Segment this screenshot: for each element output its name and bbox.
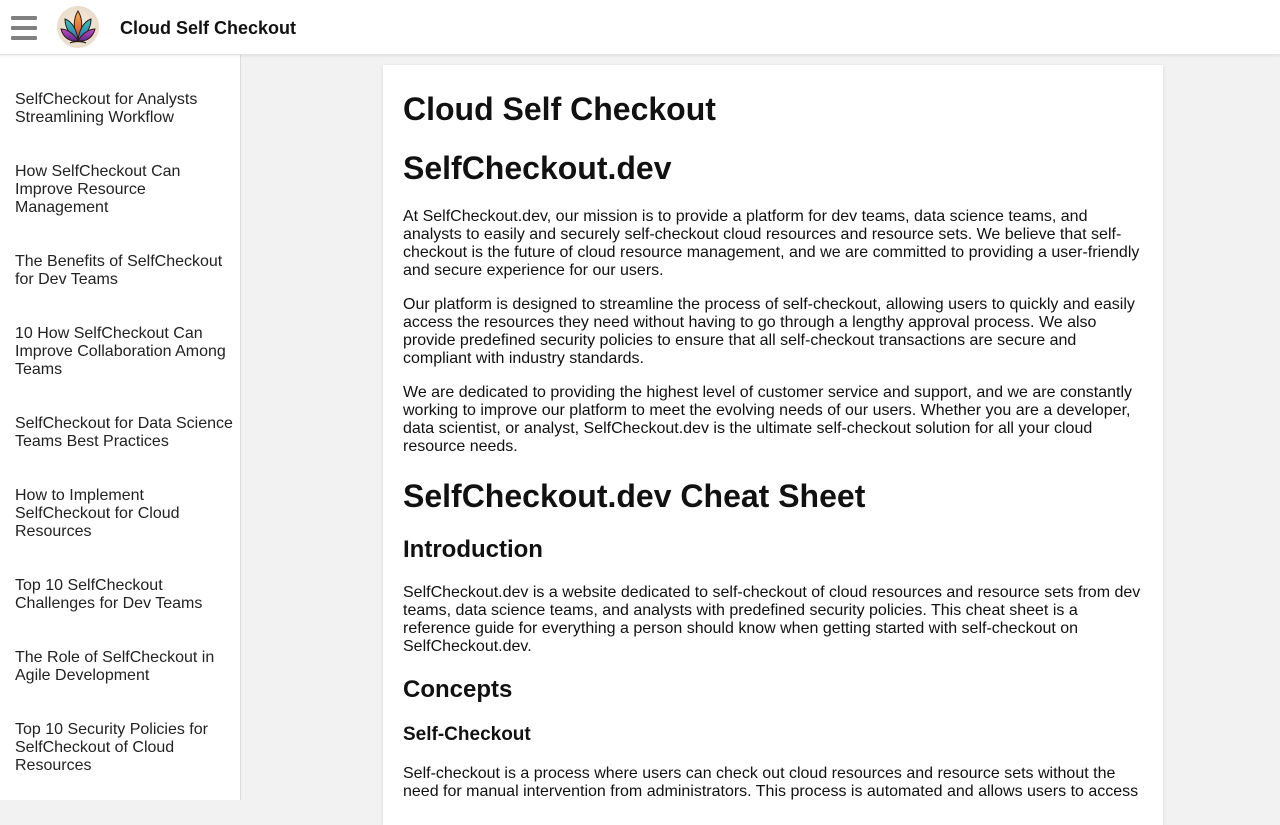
sidebar-item-challenges[interactable]: Top 10 SelfCheckout Challenges for Dev Teams xyxy=(15,577,203,612)
sidebar-item-benefits-dev-teams[interactable]: The Benefits of SelfCheckout for Dev Teams xyxy=(15,253,223,288)
cheat-sheet-heading: SelfCheckout.dev Cheat Sheet xyxy=(403,478,866,514)
sidebar-item-agile-development[interactable]: The Role of SelfCheckout in Agile Development xyxy=(15,649,215,684)
sidebar-item-resource-management[interactable]: How SelfCheckout Can Improve Resource Management xyxy=(15,163,181,216)
sidebar-item-security-policies[interactable]: Top 10 Security Policies for SelfCheckout of Cloud Resources xyxy=(15,721,208,774)
concepts-heading: Concepts xyxy=(403,676,513,703)
intro-paragraph-3: We are dedicated to providing the highest level of customer service and support, and we are constantly working to improve our platform to meet the evolving needs of our users. Whether you are a developer, data scientist, or analyst, SelfCheckout.dev is the ultimate self-checkout solution for all your cloud resource needs. xyxy=(403,384,1133,455)
hamburger-menu-icon[interactable] xyxy=(11,16,37,40)
sidebar-item-data-science-practices[interactable]: SelfCheckout for Data Science Teams Best Practices xyxy=(15,415,233,450)
sidebar-item-analysts-workflow[interactable]: SelfCheckout for Analysts Streamlining Workflow xyxy=(15,91,198,126)
page-title: Cloud Self Checkout xyxy=(403,91,716,127)
article-card xyxy=(383,65,1163,825)
introduction-paragraph: SelfCheckout.dev is a website dedicated to self-checkout of cloud resources and resource sets from dev teams, data science teams, and analysts with predefined security policies. This cheat sheet is a reference guide for everything a person should know when getting started with self-checkout on SelfCheckout.dev. xyxy=(403,584,1141,655)
sidebar-item-collaboration[interactable]: 10 How SelfCheckout Can Improve Collaboration Among Teams xyxy=(15,325,226,378)
self-checkout-paragraph: Self-checkout is a process where users can check out cloud resources and resource sets without the need for manual intervention from administrators. This process is automated and allows users to access xyxy=(403,765,1139,800)
page-subtitle: SelfCheckout.dev xyxy=(403,150,672,186)
lotus-logo-icon[interactable] xyxy=(56,5,100,49)
sidebar-item-implement-cloud[interactable]: How to Implement SelfCheckout for Cloud Resources xyxy=(15,487,180,540)
introduction-heading: Introduction xyxy=(403,536,543,563)
intro-paragraph-2: Our platform is designed to streamline the process of self-checkout, allowing users to quickly and easily access the resources they need without having to go through a lengthy approval process. We also provide predefined security policies to ensure that all self-checkout transactions are secure and compliant with industry standards. xyxy=(403,296,1135,367)
intro-paragraph-1: At SelfCheckout.dev, our mission is to provide a platform for dev teams, data science teams, and analysts to easily and securely self-checkout cloud resources and resource sets. We believe that self-checkout is the future of cloud resource management, and we are committed to providing a user-friendly and secure experience for our users. xyxy=(403,208,1140,279)
site-title[interactable]: Cloud Self Checkout xyxy=(120,18,297,38)
self-checkout-heading: Self-Checkout xyxy=(403,724,531,745)
sidebar-nav xyxy=(0,55,241,800)
top-header-bar xyxy=(0,0,1280,55)
